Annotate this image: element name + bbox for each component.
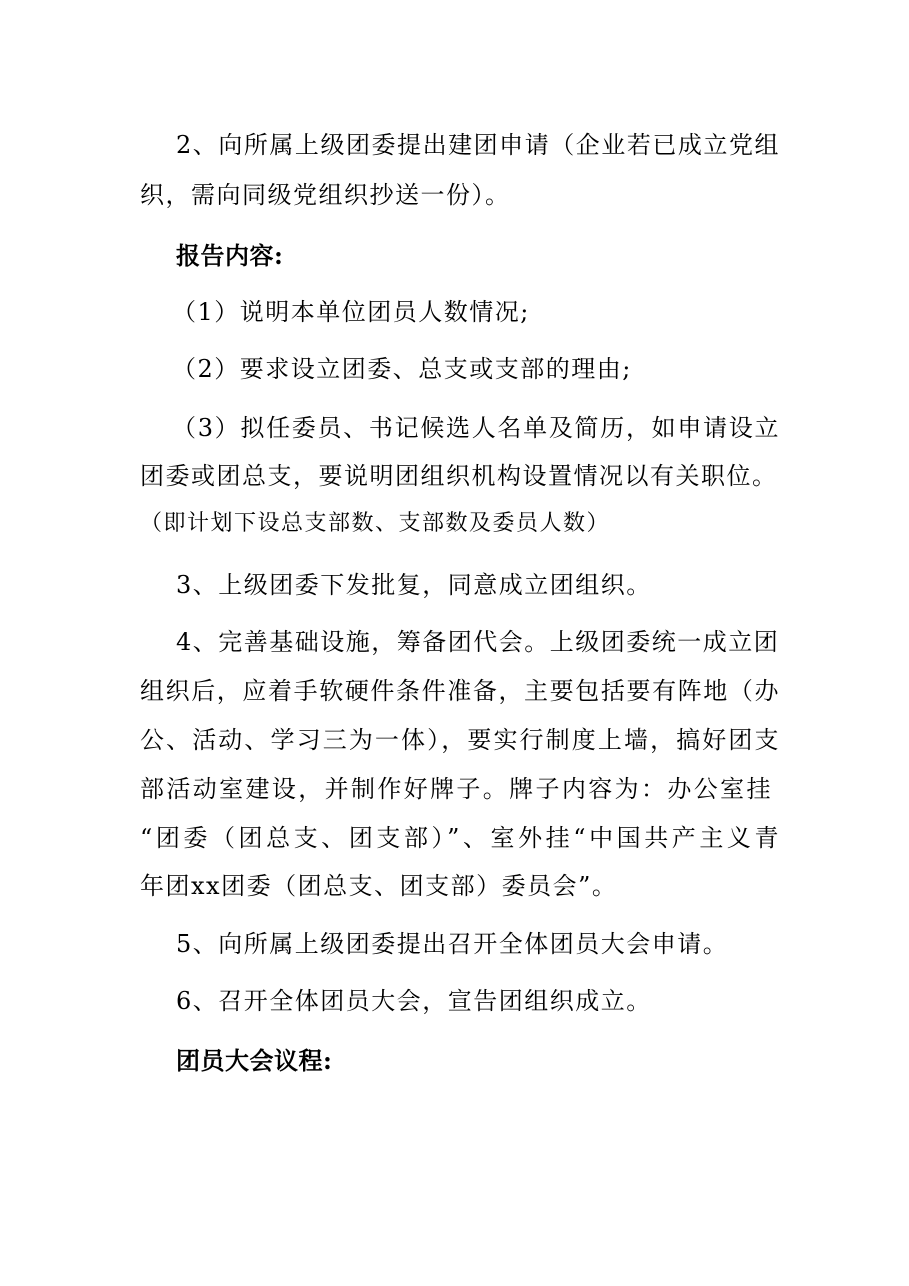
paragraph-4-line-3: 公、活动、学习三为一体），要实行制度上墙，搞好团支 bbox=[140, 726, 780, 754]
report-content-heading: 报告内容: bbox=[176, 241, 284, 270]
item-1-text: （1）说明本单位团员人数情况; bbox=[172, 298, 530, 326]
item-3-line-2: 团委或团总支，要说明团组织机构设置情况以有关职位。 bbox=[140, 462, 778, 490]
paragraph-4-line-4: 部活动室建设，并制作好牌子。牌子内容为：办公室挂 bbox=[140, 775, 772, 803]
item-3-line-3: （即计划下设总支部数、支部数及委员人数） bbox=[140, 511, 611, 536]
paragraph-6-text: 6、召开全体团员大会，宣告团组织成立。 bbox=[176, 987, 652, 1015]
paragraph-4-line-5: “团委（团总支、团支部）”、室外挂“中国共产主义青 bbox=[140, 824, 780, 852]
paragraph-3-text: 3、上级团委下发批复，同意成立团组织。 bbox=[176, 571, 652, 599]
paragraph-4-line-1: 4、完善基础设施，筹备团代会。上级团委统一成立团 bbox=[176, 628, 780, 656]
paragraph-2-line-2: 织，需向同级党组织抄送一份）。 bbox=[140, 181, 511, 209]
member-meeting-agenda-heading: 团员大会议程: bbox=[176, 1046, 333, 1075]
item-2-text: （2）要求设立团委、总支或支部的理由; bbox=[172, 355, 632, 383]
paragraph-4-line-2: 组织后，应着手软硬件条件准备，主要包括要有阵地（办 bbox=[140, 677, 780, 705]
paragraph-2-line-1: 2、向所属上级团委提出建团申请（企业若已成立党组 bbox=[176, 131, 780, 159]
paragraph-4-line-6: 年团xx团委（团总支、团支部）委员会”。 bbox=[140, 872, 618, 900]
item-3-line-1: （3）拟任委员、书记候选人名单及简历，如申请设立 bbox=[172, 414, 780, 442]
paragraph-5-text: 5、向所属上级团委提出召开全体团员大会申请。 bbox=[176, 930, 729, 958]
